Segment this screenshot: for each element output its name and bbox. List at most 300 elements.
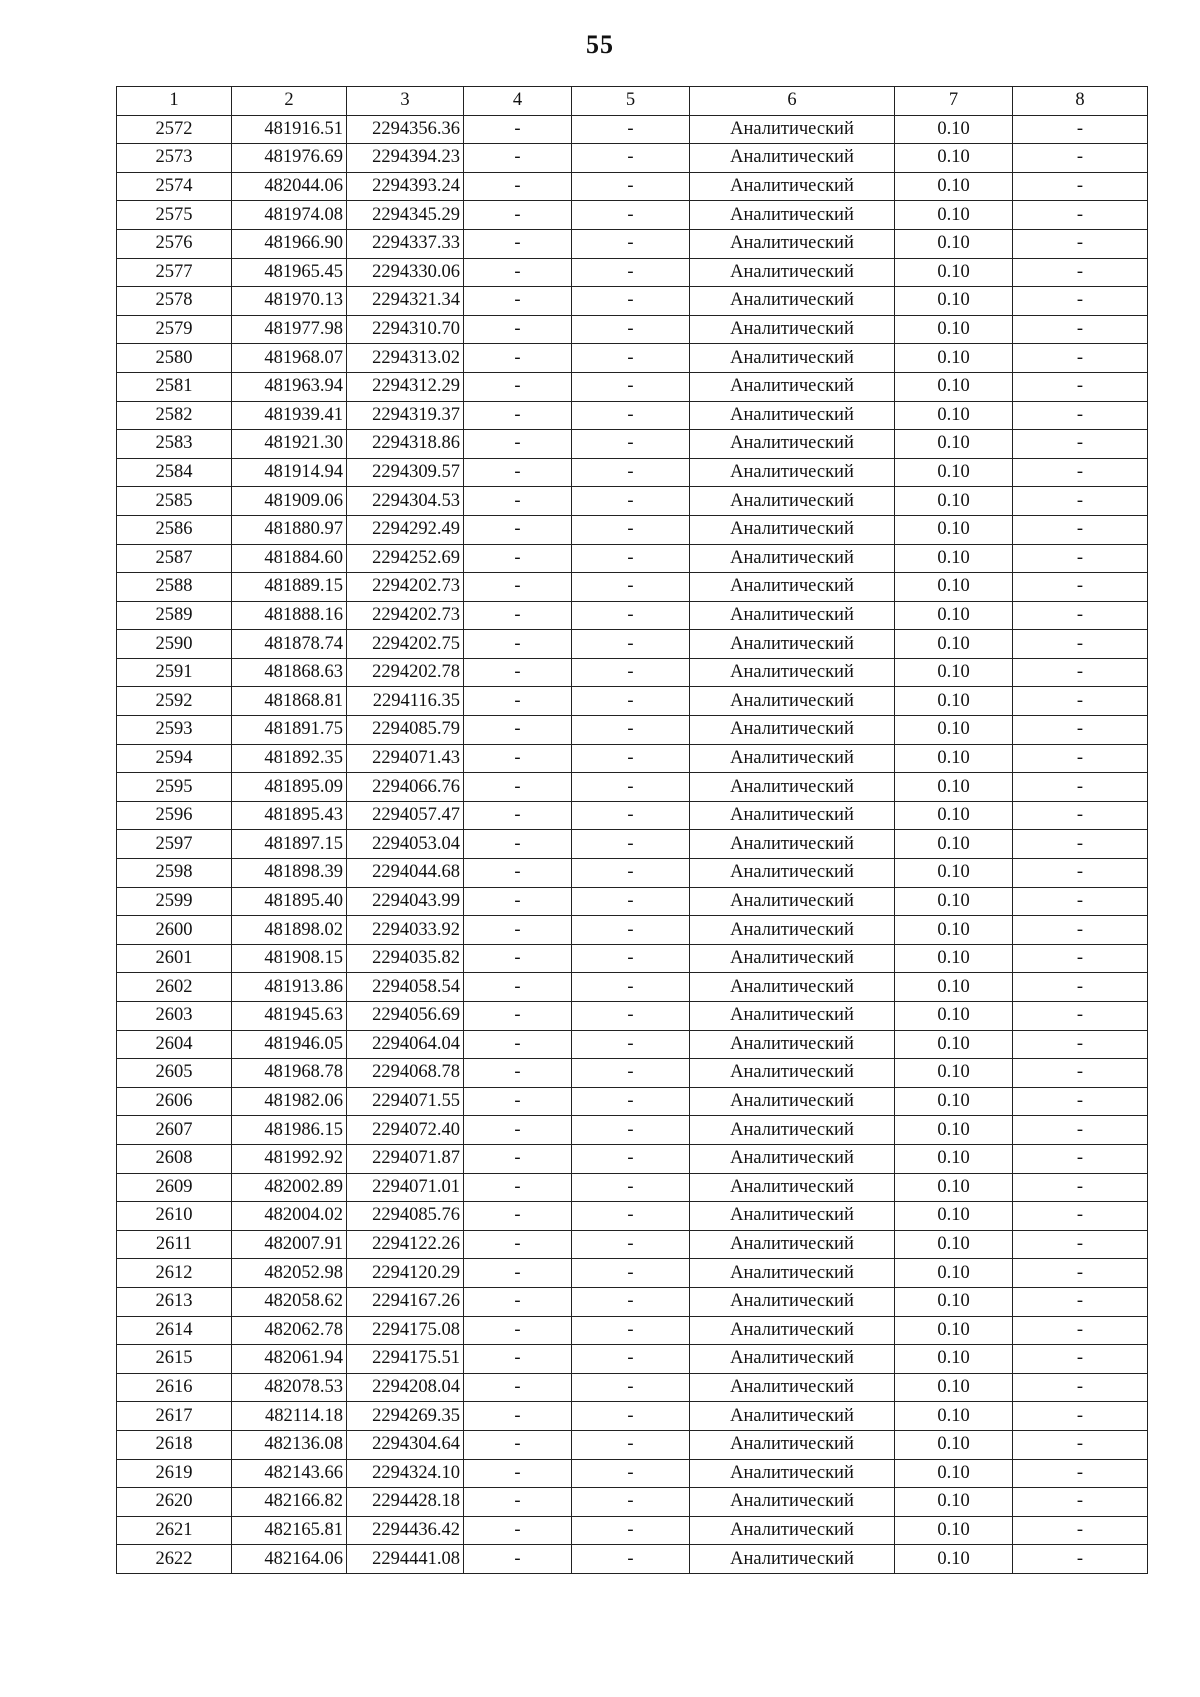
column-header-5: 5 [572, 87, 690, 116]
method-cell: Аналитический [690, 916, 895, 945]
col8-cell: - [1013, 372, 1148, 401]
col4-cell: - [464, 773, 572, 802]
accuracy-cell: 0.10 [895, 859, 1013, 888]
accuracy-cell: 0.10 [895, 430, 1013, 459]
table-row [117, 1545, 1148, 1574]
col4-cell: - [464, 1144, 572, 1173]
method-cell: Аналитический [690, 229, 895, 258]
table-row [117, 372, 1148, 401]
x-coordinate-cell: 481880.97 [232, 515, 347, 544]
col4-cell: - [464, 716, 572, 745]
x-coordinate-cell: 481945.63 [232, 1002, 347, 1031]
y-coordinate-cell: 2294252.69 [347, 544, 464, 573]
y-coordinate-cell: 2294120.29 [347, 1259, 464, 1288]
table-row [117, 744, 1148, 773]
col5-cell: - [572, 830, 690, 859]
col4-cell: - [464, 172, 572, 201]
accuracy-cell: 0.10 [895, 944, 1013, 973]
x-coordinate-cell: 481968.78 [232, 1059, 347, 1088]
col4-cell: - [464, 1430, 572, 1459]
method-cell: Аналитический [690, 258, 895, 287]
point-number-cell: 2603 [117, 1002, 232, 1031]
col8-cell: - [1013, 544, 1148, 573]
table-row [117, 716, 1148, 745]
method-cell: Аналитический [690, 1202, 895, 1231]
method-cell: Аналитический [690, 1059, 895, 1088]
column-header-6: 6 [690, 87, 895, 116]
x-coordinate-cell: 481986.15 [232, 1116, 347, 1145]
col8-cell: - [1013, 1173, 1148, 1202]
accuracy-cell: 0.10 [895, 1059, 1013, 1088]
table-row [117, 172, 1148, 201]
point-number-cell: 2616 [117, 1373, 232, 1402]
x-coordinate-cell: 481884.60 [232, 544, 347, 573]
col8-cell: - [1013, 687, 1148, 716]
x-coordinate-cell: 482052.98 [232, 1259, 347, 1288]
col4-cell: - [464, 229, 572, 258]
method-cell: Аналитический [690, 1345, 895, 1374]
table-row [117, 801, 1148, 830]
accuracy-cell: 0.10 [895, 630, 1013, 659]
y-coordinate-cell: 2294202.78 [347, 658, 464, 687]
table-row [117, 887, 1148, 916]
col4-cell: - [464, 916, 572, 945]
column-header-3: 3 [347, 87, 464, 116]
x-coordinate-cell: 482044.06 [232, 172, 347, 201]
y-coordinate-cell: 2294428.18 [347, 1488, 464, 1517]
col4-cell: - [464, 115, 572, 144]
y-coordinate-cell: 2294269.35 [347, 1402, 464, 1431]
method-cell: Аналитический [690, 658, 895, 687]
col8-cell: - [1013, 1516, 1148, 1545]
col5-cell: - [572, 287, 690, 316]
point-number-cell: 2612 [117, 1259, 232, 1288]
col8-cell: - [1013, 744, 1148, 773]
col8-cell: - [1013, 630, 1148, 659]
accuracy-cell: 0.10 [895, 887, 1013, 916]
accuracy-cell: 0.10 [895, 201, 1013, 230]
col5-cell: - [572, 744, 690, 773]
method-cell: Аналитический [690, 1516, 895, 1545]
y-coordinate-cell: 2294318.86 [347, 430, 464, 459]
y-coordinate-cell: 2294085.76 [347, 1202, 464, 1231]
method-cell: Аналитический [690, 1287, 895, 1316]
col5-cell: - [572, 515, 690, 544]
x-coordinate-cell: 481992.92 [232, 1144, 347, 1173]
col8-cell: - [1013, 1087, 1148, 1116]
y-coordinate-cell: 2294310.70 [347, 315, 464, 344]
table-row [117, 115, 1148, 144]
col8-cell: - [1013, 1059, 1148, 1088]
method-cell: Аналитический [690, 1459, 895, 1488]
col8-cell: - [1013, 1002, 1148, 1031]
method-cell: Аналитический [690, 630, 895, 659]
accuracy-cell: 0.10 [895, 1116, 1013, 1145]
accuracy-cell: 0.10 [895, 1459, 1013, 1488]
x-coordinate-cell: 481974.08 [232, 201, 347, 230]
accuracy-cell: 0.10 [895, 716, 1013, 745]
col5-cell: - [572, 372, 690, 401]
x-coordinate-cell: 481946.05 [232, 1030, 347, 1059]
table-row [117, 515, 1148, 544]
point-number-cell: 2584 [117, 458, 232, 487]
point-number-cell: 2575 [117, 201, 232, 230]
point-number-cell: 2578 [117, 287, 232, 316]
y-coordinate-cell: 2294309.57 [347, 458, 464, 487]
x-coordinate-cell: 481921.30 [232, 430, 347, 459]
col8-cell: - [1013, 1402, 1148, 1431]
method-cell: Аналитический [690, 1173, 895, 1202]
col5-cell: - [572, 630, 690, 659]
table-row [117, 1259, 1148, 1288]
col4-cell: - [464, 1173, 572, 1202]
col5-cell: - [572, 1202, 690, 1231]
x-coordinate-cell: 481895.40 [232, 887, 347, 916]
y-coordinate-cell: 2294071.87 [347, 1144, 464, 1173]
accuracy-cell: 0.10 [895, 458, 1013, 487]
col8-cell: - [1013, 1430, 1148, 1459]
col4-cell: - [464, 1116, 572, 1145]
col5-cell: - [572, 315, 690, 344]
x-coordinate-cell: 481878.74 [232, 630, 347, 659]
accuracy-cell: 0.10 [895, 1488, 1013, 1517]
col8-cell: - [1013, 315, 1148, 344]
col5-cell: - [572, 1230, 690, 1259]
col8-cell: - [1013, 716, 1148, 745]
col4-cell: - [464, 601, 572, 630]
x-coordinate-cell: 481963.94 [232, 372, 347, 401]
y-coordinate-cell: 2294064.04 [347, 1030, 464, 1059]
accuracy-cell: 0.10 [895, 515, 1013, 544]
table-row [117, 1345, 1148, 1374]
col4-cell: - [464, 687, 572, 716]
col5-cell: - [572, 1430, 690, 1459]
point-number-cell: 2574 [117, 172, 232, 201]
col8-cell: - [1013, 258, 1148, 287]
table-row [117, 1316, 1148, 1345]
col5-cell: - [572, 973, 690, 1002]
col8-cell: - [1013, 458, 1148, 487]
table-row [117, 573, 1148, 602]
col5-cell: - [572, 573, 690, 602]
method-cell: Аналитический [690, 401, 895, 430]
table-row [117, 287, 1148, 316]
table-row [117, 1002, 1148, 1031]
y-coordinate-cell: 2294071.43 [347, 744, 464, 773]
accuracy-cell: 0.10 [895, 973, 1013, 1002]
y-coordinate-cell: 2294056.69 [347, 1002, 464, 1031]
col4-cell: - [464, 630, 572, 659]
accuracy-cell: 0.10 [895, 1144, 1013, 1173]
col5-cell: - [572, 1545, 690, 1574]
col8-cell: - [1013, 1116, 1148, 1145]
x-coordinate-cell: 481891.75 [232, 716, 347, 745]
y-coordinate-cell: 2294304.53 [347, 487, 464, 516]
x-coordinate-cell: 481976.69 [232, 144, 347, 173]
method-cell: Аналитический [690, 1116, 895, 1145]
table-row [117, 430, 1148, 459]
col4-cell: - [464, 487, 572, 516]
method-cell: Аналитический [690, 372, 895, 401]
method-cell: Аналитический [690, 1402, 895, 1431]
method-cell: Аналитический [690, 515, 895, 544]
point-number-cell: 2611 [117, 1230, 232, 1259]
col5-cell: - [572, 229, 690, 258]
accuracy-cell: 0.10 [895, 229, 1013, 258]
accuracy-cell: 0.10 [895, 830, 1013, 859]
col8-cell: - [1013, 287, 1148, 316]
x-coordinate-cell: 481916.51 [232, 115, 347, 144]
accuracy-cell: 0.10 [895, 1230, 1013, 1259]
y-coordinate-cell: 2294202.73 [347, 601, 464, 630]
y-coordinate-cell: 2294035.82 [347, 944, 464, 973]
col5-cell: - [572, 1144, 690, 1173]
y-coordinate-cell: 2294043.99 [347, 887, 464, 916]
method-cell: Аналитический [690, 315, 895, 344]
point-number-cell: 2585 [117, 487, 232, 516]
y-coordinate-cell: 2294072.40 [347, 1116, 464, 1145]
x-coordinate-cell: 481968.07 [232, 344, 347, 373]
col4-cell: - [464, 859, 572, 888]
col8-cell: - [1013, 944, 1148, 973]
table-row [117, 258, 1148, 287]
method-cell: Аналитический [690, 458, 895, 487]
point-number-cell: 2614 [117, 1316, 232, 1345]
x-coordinate-cell: 481977.98 [232, 315, 347, 344]
y-coordinate-cell: 2294058.54 [347, 973, 464, 1002]
y-coordinate-cell: 2294202.75 [347, 630, 464, 659]
table-row [117, 544, 1148, 573]
col4-cell: - [464, 544, 572, 573]
col8-cell: - [1013, 201, 1148, 230]
table-row [117, 144, 1148, 173]
col8-cell: - [1013, 229, 1148, 258]
point-number-cell: 2621 [117, 1516, 232, 1545]
col8-cell: - [1013, 658, 1148, 687]
method-cell: Аналитический [690, 544, 895, 573]
table-row [117, 1173, 1148, 1202]
x-coordinate-cell: 481892.35 [232, 744, 347, 773]
accuracy-cell: 0.10 [895, 258, 1013, 287]
col4-cell: - [464, 1230, 572, 1259]
point-number-cell: 2586 [117, 515, 232, 544]
method-cell: Аналитический [690, 172, 895, 201]
col8-cell: - [1013, 1459, 1148, 1488]
method-cell: Аналитический [690, 830, 895, 859]
y-coordinate-cell: 2294393.24 [347, 172, 464, 201]
y-coordinate-cell: 2294304.64 [347, 1430, 464, 1459]
point-number-cell: 2620 [117, 1488, 232, 1517]
x-coordinate-cell: 482078.53 [232, 1373, 347, 1402]
col4-cell: - [464, 1402, 572, 1431]
accuracy-cell: 0.10 [895, 573, 1013, 602]
x-coordinate-cell: 481939.41 [232, 401, 347, 430]
point-number-cell: 2597 [117, 830, 232, 859]
col8-cell: - [1013, 1030, 1148, 1059]
table-row [117, 1230, 1148, 1259]
col5-cell: - [572, 115, 690, 144]
point-number-cell: 2601 [117, 944, 232, 973]
col4-cell: - [464, 401, 572, 430]
col5-cell: - [572, 601, 690, 630]
table-row [117, 916, 1148, 945]
point-number-cell: 2589 [117, 601, 232, 630]
point-number-cell: 2580 [117, 344, 232, 373]
col5-cell: - [572, 773, 690, 802]
col5-cell: - [572, 916, 690, 945]
point-number-cell: 2610 [117, 1202, 232, 1231]
method-cell: Аналитический [690, 115, 895, 144]
table-row [117, 773, 1148, 802]
y-coordinate-cell: 2294337.33 [347, 229, 464, 258]
col4-cell: - [464, 887, 572, 916]
col4-cell: - [464, 1030, 572, 1059]
method-cell: Аналитический [690, 1259, 895, 1288]
x-coordinate-cell: 481868.63 [232, 658, 347, 687]
x-coordinate-cell: 482136.08 [232, 1430, 347, 1459]
table-row [117, 1430, 1148, 1459]
method-cell: Аналитический [690, 430, 895, 459]
col5-cell: - [572, 801, 690, 830]
point-number-cell: 2619 [117, 1459, 232, 1488]
col4-cell: - [464, 1202, 572, 1231]
accuracy-cell: 0.10 [895, 372, 1013, 401]
accuracy-cell: 0.10 [895, 1259, 1013, 1288]
point-number-cell: 2592 [117, 687, 232, 716]
y-coordinate-cell: 2294436.42 [347, 1516, 464, 1545]
point-number-cell: 2608 [117, 1144, 232, 1173]
col5-cell: - [572, 859, 690, 888]
col5-cell: - [572, 1373, 690, 1402]
col5-cell: - [572, 258, 690, 287]
table-row [117, 658, 1148, 687]
point-number-cell: 2596 [117, 801, 232, 830]
col8-cell: - [1013, 401, 1148, 430]
y-coordinate-cell: 2294345.29 [347, 201, 464, 230]
accuracy-cell: 0.10 [895, 1373, 1013, 1402]
method-cell: Аналитический [690, 744, 895, 773]
point-number-cell: 2602 [117, 973, 232, 1002]
col8-cell: - [1013, 1287, 1148, 1316]
accuracy-cell: 0.10 [895, 287, 1013, 316]
page-number: 55 [586, 30, 614, 59]
col5-cell: - [572, 401, 690, 430]
col5-cell: - [572, 430, 690, 459]
y-coordinate-cell: 2294324.10 [347, 1459, 464, 1488]
col4-cell: - [464, 1345, 572, 1374]
col4-cell: - [464, 801, 572, 830]
accuracy-cell: 0.10 [895, 1402, 1013, 1431]
col8-cell: - [1013, 172, 1148, 201]
col8-cell: - [1013, 1230, 1148, 1259]
table-row [117, 1030, 1148, 1059]
point-number-cell: 2617 [117, 1402, 232, 1431]
table-row [117, 1087, 1148, 1116]
col4-cell: - [464, 744, 572, 773]
point-number-cell: 2590 [117, 630, 232, 659]
x-coordinate-cell: 482061.94 [232, 1345, 347, 1374]
accuracy-cell: 0.10 [895, 773, 1013, 802]
col8-cell: - [1013, 1144, 1148, 1173]
x-coordinate-cell: 481898.02 [232, 916, 347, 945]
col5-cell: - [572, 1516, 690, 1545]
method-cell: Аналитический [690, 201, 895, 230]
col5-cell: - [572, 1345, 690, 1374]
col8-cell: - [1013, 916, 1148, 945]
y-coordinate-cell: 2294033.92 [347, 916, 464, 945]
point-number-cell: 2581 [117, 372, 232, 401]
accuracy-cell: 0.10 [895, 1516, 1013, 1545]
column-header-7: 7 [895, 87, 1013, 116]
y-coordinate-cell: 2294313.02 [347, 344, 464, 373]
x-coordinate-cell: 482143.66 [232, 1459, 347, 1488]
method-cell: Аналитический [690, 1373, 895, 1402]
x-coordinate-cell: 481895.09 [232, 773, 347, 802]
point-number-cell: 2579 [117, 315, 232, 344]
accuracy-cell: 0.10 [895, 1202, 1013, 1231]
x-coordinate-cell: 482002.89 [232, 1173, 347, 1202]
col4-cell: - [464, 458, 572, 487]
col4-cell: - [464, 1488, 572, 1517]
col8-cell: - [1013, 430, 1148, 459]
x-coordinate-cell: 482004.02 [232, 1202, 347, 1231]
accuracy-cell: 0.10 [895, 658, 1013, 687]
col4-cell: - [464, 144, 572, 173]
col4-cell: - [464, 1545, 572, 1574]
method-cell: Аналитический [690, 287, 895, 316]
point-number-cell: 2622 [117, 1545, 232, 1574]
accuracy-cell: 0.10 [895, 1545, 1013, 1574]
y-coordinate-cell: 2294085.79 [347, 716, 464, 745]
accuracy-cell: 0.10 [895, 916, 1013, 945]
col5-cell: - [572, 344, 690, 373]
accuracy-cell: 0.10 [895, 687, 1013, 716]
y-coordinate-cell: 2294356.36 [347, 115, 464, 144]
method-cell: Аналитический [690, 1002, 895, 1031]
table-row [117, 687, 1148, 716]
method-cell: Аналитический [690, 973, 895, 1002]
col4-cell: - [464, 1259, 572, 1288]
table-row [117, 1459, 1148, 1488]
y-coordinate-cell: 2294071.55 [347, 1087, 464, 1116]
col4-cell: - [464, 944, 572, 973]
method-cell: Аналитический [690, 1488, 895, 1517]
point-number-cell: 2587 [117, 544, 232, 573]
x-coordinate-cell: 481889.15 [232, 573, 347, 602]
method-cell: Аналитический [690, 687, 895, 716]
method-cell: Аналитический [690, 601, 895, 630]
col4-cell: - [464, 1287, 572, 1316]
accuracy-cell: 0.10 [895, 1030, 1013, 1059]
col4-cell: - [464, 658, 572, 687]
col8-cell: - [1013, 1316, 1148, 1345]
accuracy-cell: 0.10 [895, 544, 1013, 573]
table-row [117, 458, 1148, 487]
table-row [117, 229, 1148, 258]
col5-cell: - [572, 458, 690, 487]
col5-cell: - [572, 887, 690, 916]
method-cell: Аналитический [690, 773, 895, 802]
col5-cell: - [572, 944, 690, 973]
x-coordinate-cell: 481965.45 [232, 258, 347, 287]
method-cell: Аналитический [690, 1087, 895, 1116]
x-coordinate-cell: 481982.06 [232, 1087, 347, 1116]
y-coordinate-cell: 2294394.23 [347, 144, 464, 173]
accuracy-cell: 0.10 [895, 1087, 1013, 1116]
accuracy-cell: 0.10 [895, 601, 1013, 630]
x-coordinate-cell: 482007.91 [232, 1230, 347, 1259]
col5-cell: - [572, 201, 690, 230]
